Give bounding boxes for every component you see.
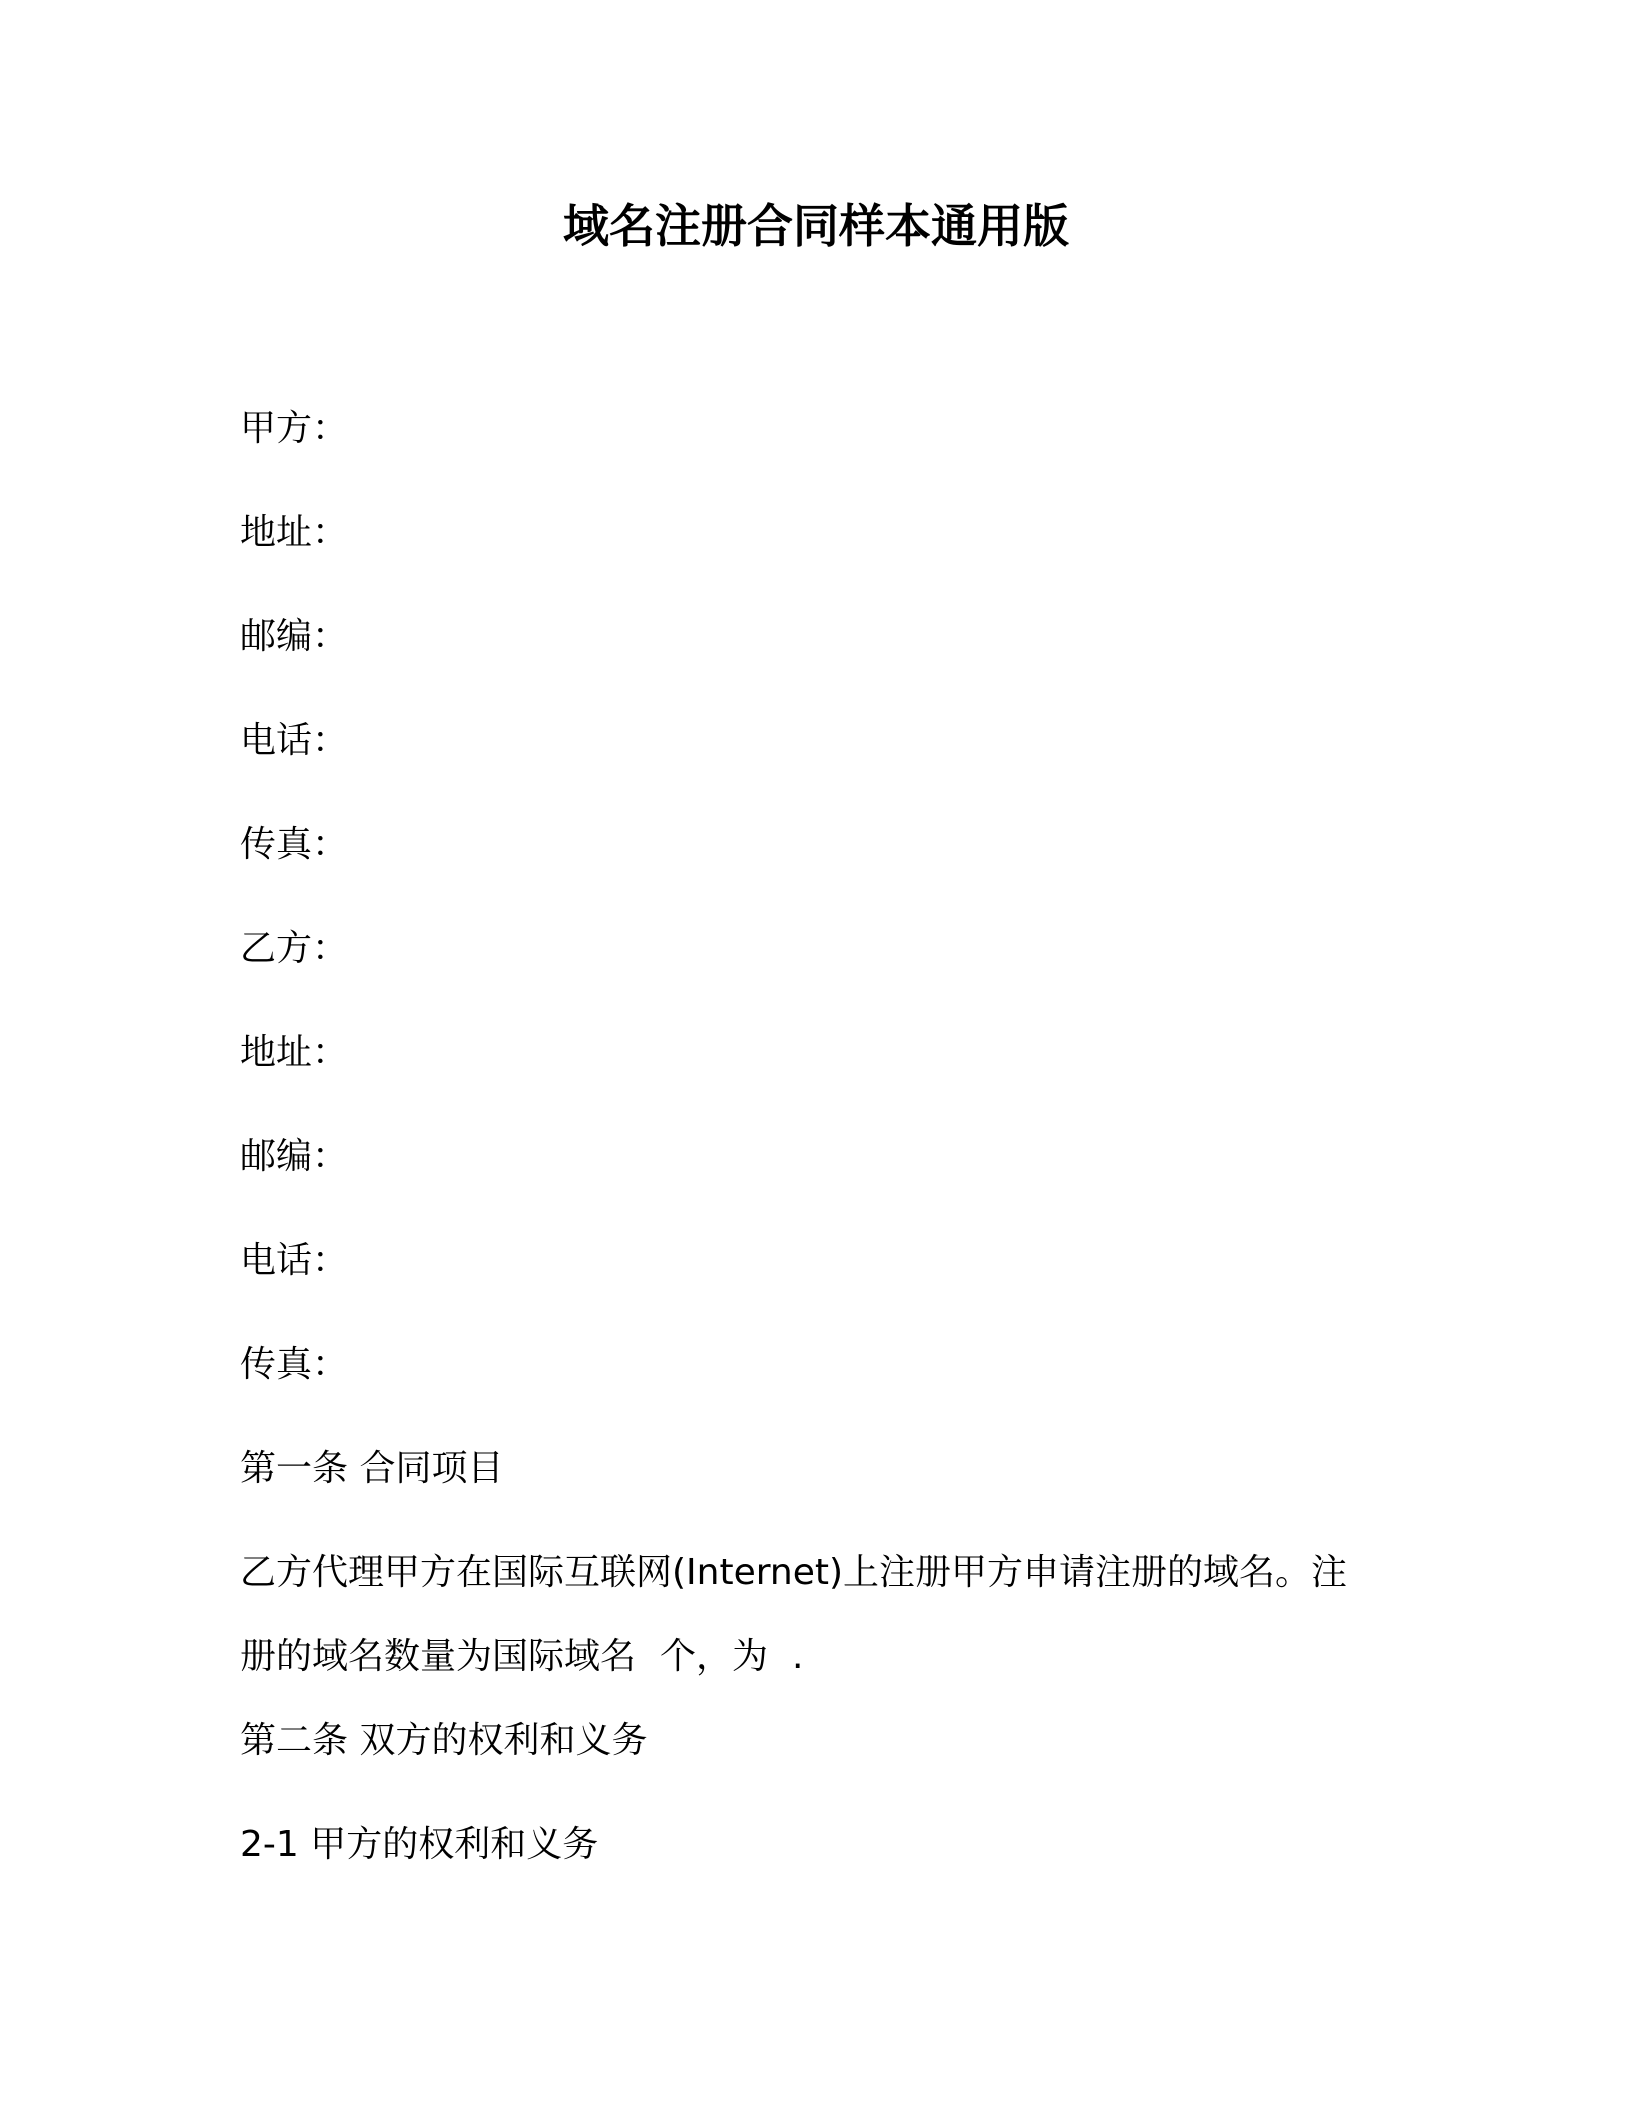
party-b-phone-label: 电话：: [240, 1240, 349, 1281]
article1-line2: [240, 1615, 1392, 1699]
article2-heading: 第二条 双方的权利和义务: [240, 1720, 648, 1761]
document-title: 域名注册合同样本通用版: [563, 199, 1069, 253]
party-a-postcode-label: 邮编：: [240, 616, 349, 657]
party-b-name-label: 乙方：: [240, 928, 349, 969]
party-a-fax-label: 传真：: [240, 824, 349, 865]
article1-line2-part1: 册的域名数量为国际域名: [240, 1636, 637, 1677]
article1-line2-part2: 个，为: [660, 1636, 769, 1677]
article1-line2-part3: .: [792, 1636, 804, 1677]
party-a-phone-label: 电话：: [240, 720, 349, 761]
party-b-fax-label: 传真：: [240, 1344, 349, 1385]
document-body: [240, 405, 1392, 1925]
party-a-address-label: 地址：: [240, 512, 349, 553]
article1-line1: 乙方代理甲方在国际互联网(Internet)上注册甲方申请注册的域名。注: [240, 1552, 1348, 1593]
article1-heading: 第一条 合同项目: [240, 1448, 504, 1489]
party-b-address-label: 地址：: [240, 1032, 349, 1073]
party-b-postcode-label: 邮编：: [240, 1136, 349, 1177]
article2-sub1-heading: 2-1 甲方的权利和义务: [240, 1824, 599, 1865]
article1-paragraph: [240, 1531, 1392, 1699]
party-a-name-label: 甲方：: [240, 408, 349, 449]
